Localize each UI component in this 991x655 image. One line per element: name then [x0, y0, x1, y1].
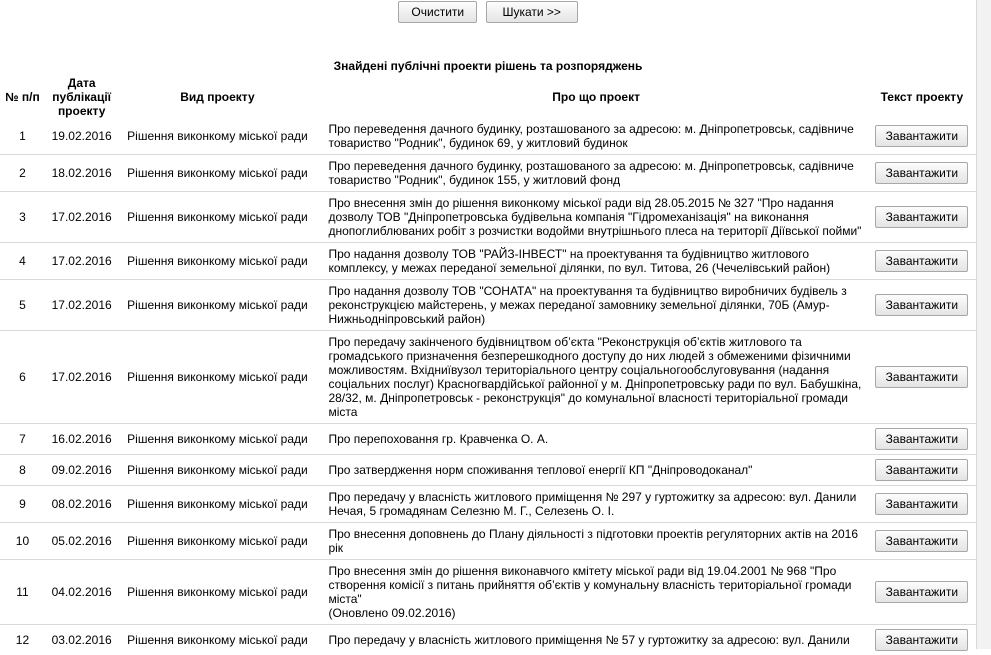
row-number: 7 [0, 424, 45, 455]
row-project-description-text: Про внесення змін до рішення виконкому міської ради від 28.05.2015 № 327 "Про надання дозволу ТОВ "Дніпропетровська будівельна компанія "Гідромеханізація" на виконання днопоглиблюваних робіт з розчистки водойми внутрішнього плеса на території Діївської пойми" [328, 196, 861, 238]
row-project-description-text: Про передачу у власність житлового приміщення № 297 у гуртожитку за адресою: вул. Данили Нечая, 5 громадянам Селезню М. Г., Селезень О. І. [328, 490, 856, 518]
row-project-description [316, 424, 867, 455]
table-row [0, 155, 976, 192]
download-button[interactable]: Завантажити [875, 629, 968, 651]
row-publication-date: 17.02.2016 [45, 192, 119, 243]
row-publication-date: 17.02.2016 [45, 243, 119, 280]
results-table [0, 76, 976, 655]
column-header-number: № п/п [0, 76, 45, 118]
column-header-about: Про що проект [316, 76, 867, 118]
row-number: 5 [0, 280, 45, 331]
row-project-description [316, 625, 867, 655]
row-download-cell [868, 424, 976, 455]
download-button[interactable]: Завантажити [875, 294, 968, 316]
row-download-cell [868, 243, 976, 280]
download-button[interactable]: Завантажити [875, 162, 968, 184]
row-project-description [316, 192, 867, 243]
column-header-date: Дата публікації проекту [45, 76, 119, 118]
row-project-description-text: Про внесення доповнень до Плану діяльності з підготовки проектів регуляторних актів на 2016 рік [328, 527, 858, 555]
row-project-description [316, 155, 867, 192]
row-project-description-text: Про переведення дачного будинку, розташованого за адресою: м. Дніпропетровськ, садівниче товариство "Родник", будинок 69, у житловий будинок [328, 122, 853, 150]
row-project-description [316, 243, 867, 280]
table-row [0, 523, 976, 560]
row-download-cell [868, 118, 976, 155]
row-project-description [316, 455, 867, 486]
row-download-cell [868, 625, 976, 655]
download-button[interactable]: Завантажити [875, 366, 968, 388]
table-row [0, 331, 976, 424]
table-header-row [0, 76, 976, 118]
row-download-cell [868, 331, 976, 424]
row-project-type: Рішення виконкому міської ради [118, 192, 316, 243]
row-publication-date: 04.02.2016 [45, 560, 119, 625]
row-project-description [316, 280, 867, 331]
row-download-cell [868, 155, 976, 192]
row-project-description [316, 560, 867, 625]
row-project-type: Рішення виконкому міської ради [118, 155, 316, 192]
row-number: 2 [0, 155, 45, 192]
row-number: 11 [0, 560, 45, 625]
row-number: 10 [0, 523, 45, 560]
table-row [0, 625, 976, 655]
table-row [0, 118, 976, 155]
row-number: 9 [0, 486, 45, 523]
download-button[interactable]: Завантажити [875, 530, 968, 552]
row-project-type: Рішення виконкому міської ради [118, 625, 316, 655]
clear-button[interactable]: Очистити [398, 1, 477, 23]
page-scroll-edge[interactable] [976, 0, 991, 649]
row-project-type: Рішення виконкому міської ради [118, 243, 316, 280]
row-publication-date: 17.02.2016 [45, 331, 119, 424]
row-download-cell [868, 280, 976, 331]
table-row [0, 280, 976, 331]
row-download-cell [868, 523, 976, 560]
column-header-type: Вид проекту [118, 76, 316, 118]
row-project-type: Рішення виконкому міської ради [118, 331, 316, 424]
row-project-description-text: Про надання дозволу ТОВ "СОНАТА" на проектування та будівництво виробничих будівель з реконструкцією майстерень, у межах переданої замовнику земельної ділянки, 70Б (Амур-Нижньодніпровський район) [328, 284, 846, 326]
row-publication-date: 09.02.2016 [45, 455, 119, 486]
row-number: 8 [0, 455, 45, 486]
results-title: Знайдені публічні проекти рішень та розпоряджень [0, 58, 976, 74]
row-project-type: Рішення виконкому міської ради [118, 560, 316, 625]
row-publication-date: 17.02.2016 [45, 280, 119, 331]
row-project-type: Рішення виконкому міської ради [118, 424, 316, 455]
row-number: 1 [0, 118, 45, 155]
download-button[interactable]: Завантажити [875, 206, 968, 228]
table-row [0, 243, 976, 280]
row-number: 12 [0, 625, 45, 655]
row-project-description-text: Про передачу закінченого будівництвом об’єкта "Реконструкція об’єктів житлового та громадського призначення безперешкодного доступу до них людей з обмеженими фізичними можливостям. Вхідниївузол територіального центру соціальногообслуговування (надання соціальних послуг) Красногвардійської районної у м. Дніпропетровську ради по вул. Бабушкіна, 28/32, м. Дніпропетровськ - реконструкція" до комунальної власності територіальної громади міста [328, 335, 861, 419]
download-button[interactable]: Завантажити [875, 428, 968, 450]
row-download-cell [868, 192, 976, 243]
search-button[interactable]: Шукати >> [486, 1, 578, 23]
results-body [0, 118, 976, 655]
row-download-cell [868, 560, 976, 625]
row-publication-date: 16.02.2016 [45, 424, 119, 455]
row-project-type: Рішення виконкому міської ради [118, 455, 316, 486]
row-number: 3 [0, 192, 45, 243]
row-project-type: Рішення виконкому міської ради [118, 118, 316, 155]
column-header-text: Текст проекту [868, 76, 976, 118]
row-project-description-text: Про передачу у власність житлового приміщення № 57 у гуртожитку за адресою: вул. Данили [328, 633, 849, 647]
row-project-description-text: Про внесення змін до рішення виконавчого кмітету міської ради від 19.04.2001 № 968 "Про створення комісії з питань прийняття об’єктів у комунальну власність територіальної громади міста" [328, 564, 851, 606]
row-download-cell [868, 486, 976, 523]
row-project-description-text: Про переведення дачного будинку, розташованого за адресою: м. Дніпропетровськ, садівниче товариство "Родник", будинок 155, у житловий фонд [328, 159, 853, 187]
row-publication-date: 08.02.2016 [45, 486, 119, 523]
download-button[interactable]: Завантажити [875, 581, 968, 603]
row-project-type: Рішення виконкому міської ради [118, 523, 316, 560]
row-project-description-text: Про надання дозволу ТОВ "РАЙЗ-ІНВЕСТ" на проектування та будівництво житлового комплексу, у межах переданої земельної ділянки, по вул. Титова, 26 (Чечелівський район) [328, 247, 830, 275]
row-publication-date: 18.02.2016 [45, 155, 119, 192]
row-publication-date: 05.02.2016 [45, 523, 119, 560]
row-project-description-text: Про перепоховання гр. Кравченка О. А. [328, 432, 548, 446]
row-number: 6 [0, 331, 45, 424]
row-project-type: Рішення виконкому міської ради [118, 280, 316, 331]
search-toolbar [0, 0, 976, 23]
row-publication-date: 03.02.2016 [45, 625, 119, 655]
table-row [0, 424, 976, 455]
row-project-description [316, 523, 867, 560]
table-row [0, 192, 976, 243]
row-number: 4 [0, 243, 45, 280]
download-button[interactable]: Завантажити [875, 250, 968, 272]
row-project-type: Рішення виконкому міської ради [118, 486, 316, 523]
row-updated-note: (Оновлено 09.02.2016) [328, 606, 455, 620]
row-publication-date: 19.02.2016 [45, 118, 119, 155]
row-project-description-text: Про затвердження норм споживання теплової енергії КП "Дніпроводоканал" [328, 463, 752, 477]
table-row [0, 560, 976, 625]
row-project-description [316, 486, 867, 523]
row-project-description [316, 331, 867, 424]
row-download-cell [868, 455, 976, 486]
table-row [0, 486, 976, 523]
download-button[interactable]: Завантажити [875, 125, 968, 147]
table-row [0, 455, 976, 486]
download-button[interactable]: Завантажити [875, 493, 968, 515]
row-project-description [316, 118, 867, 155]
download-button[interactable]: Завантажити [875, 459, 968, 481]
